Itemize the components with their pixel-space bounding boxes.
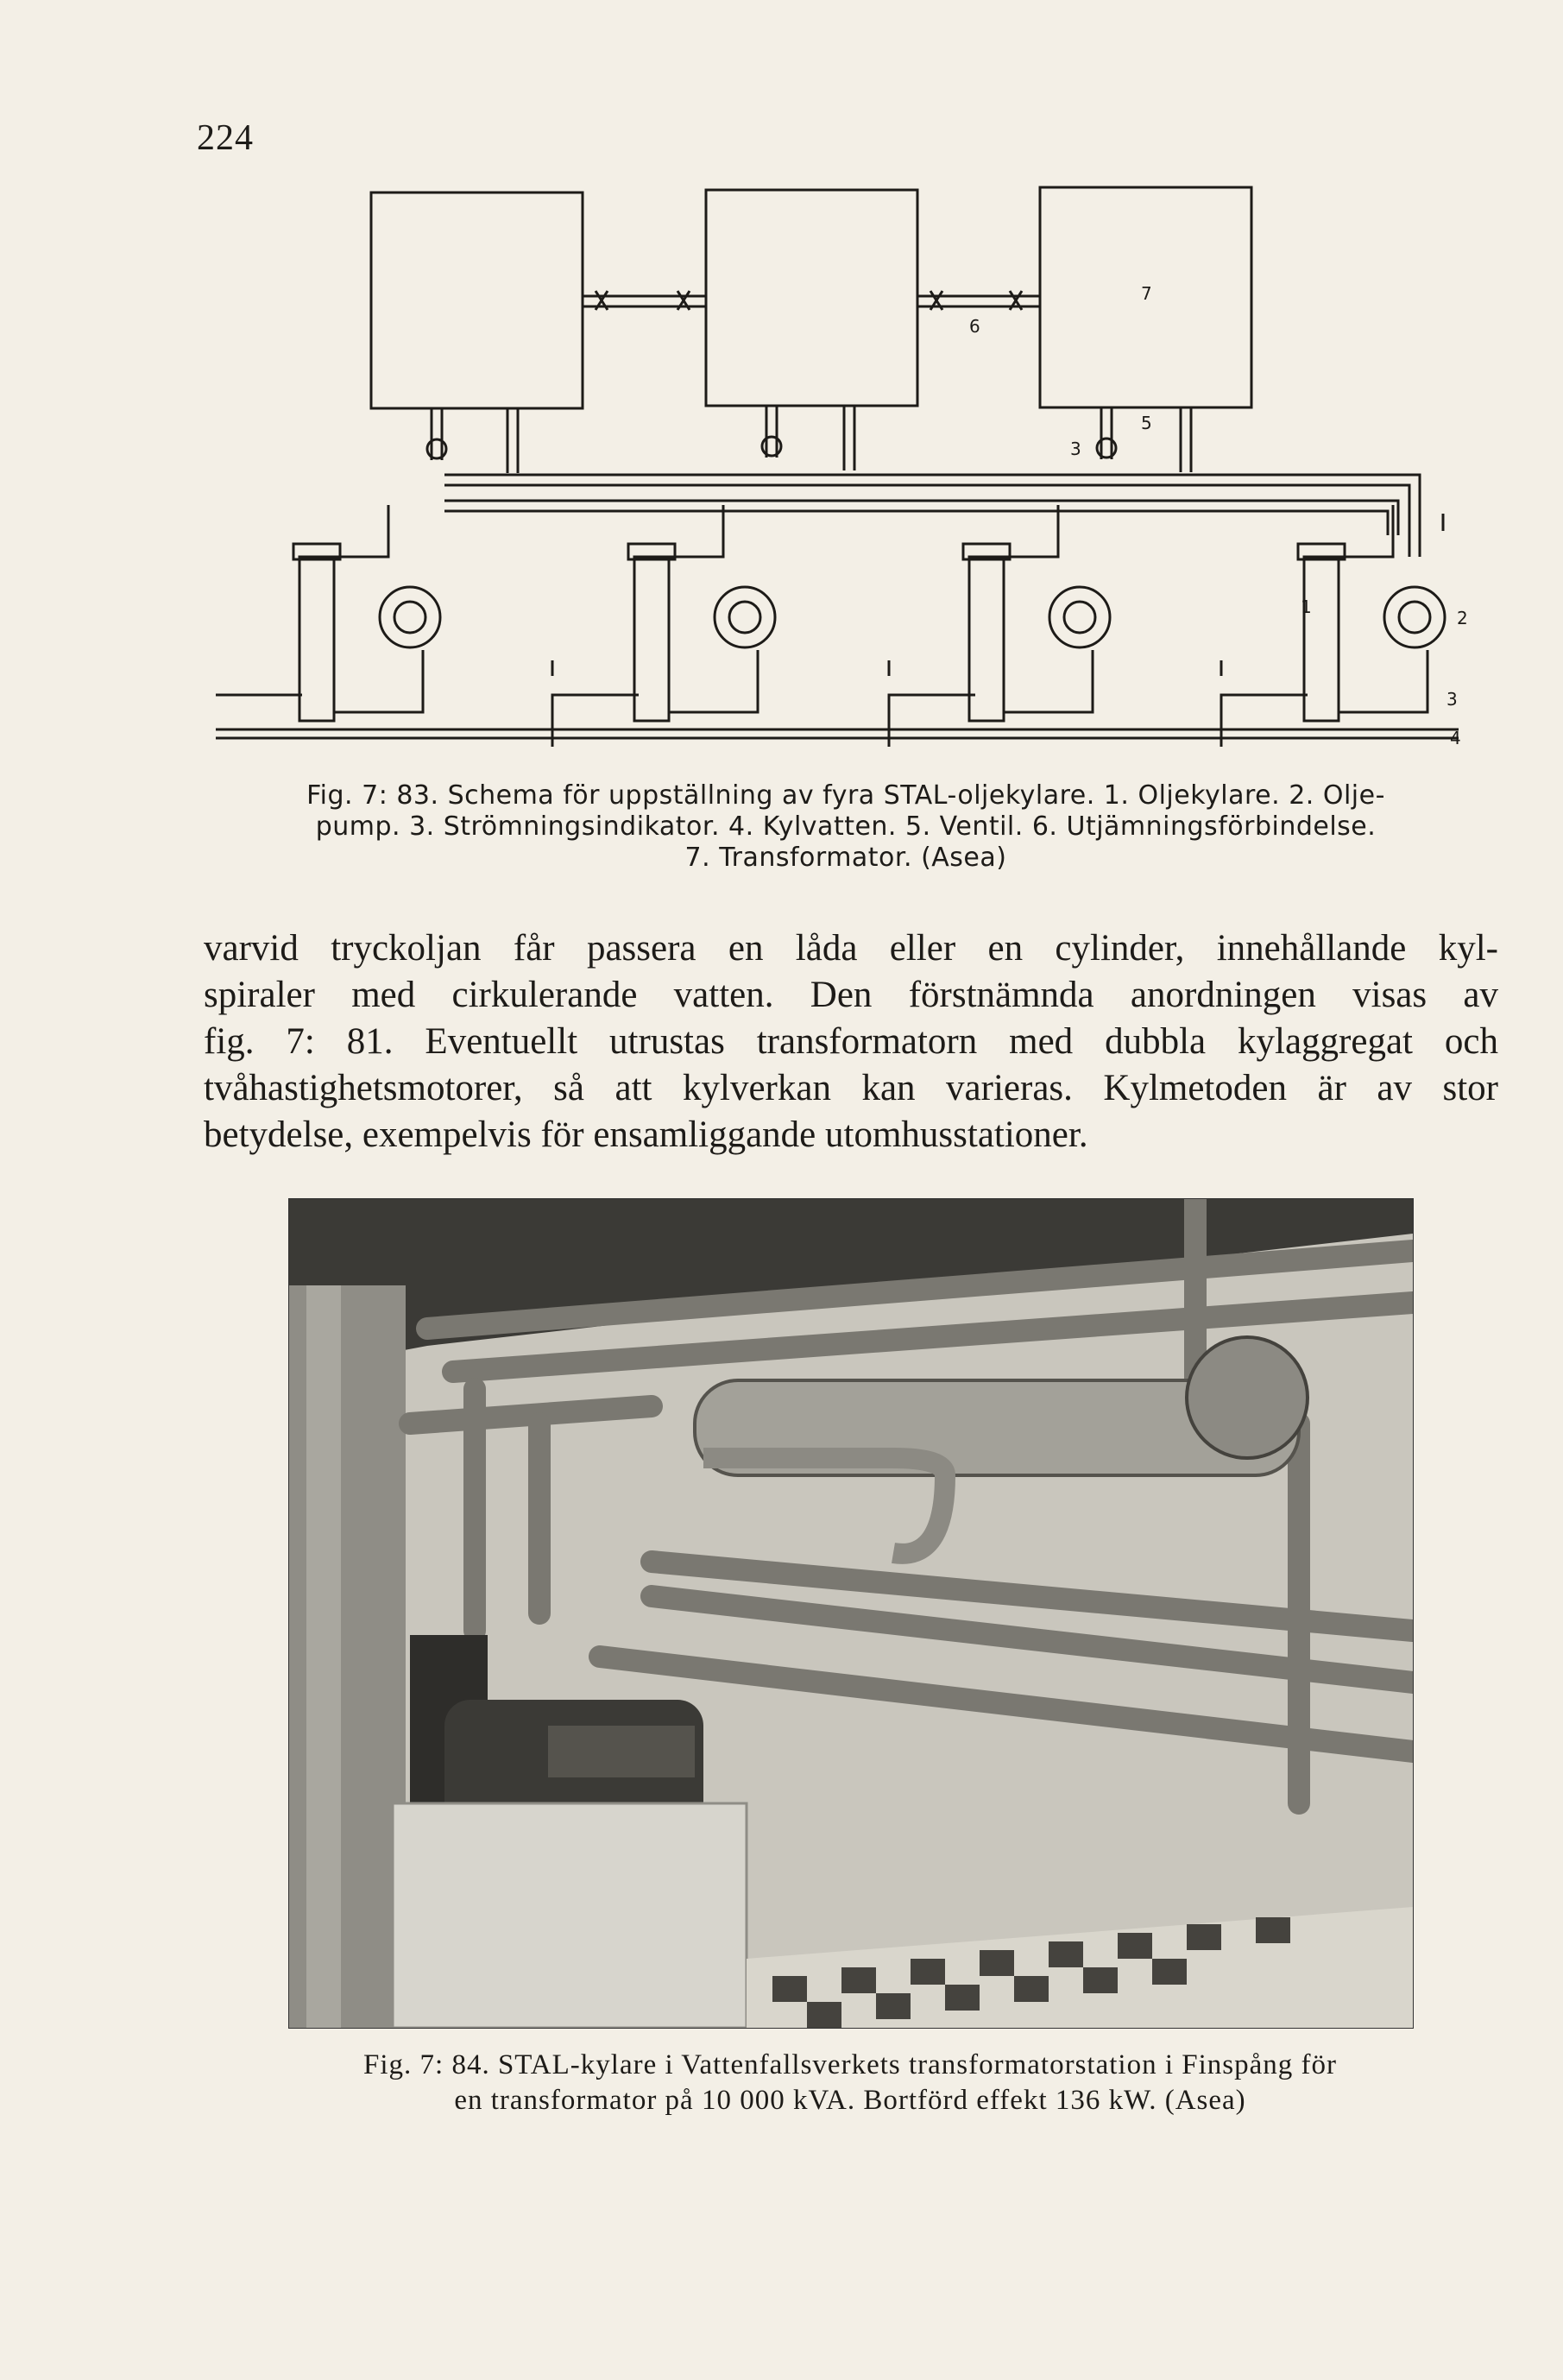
caption-line: Fig. 7: 84. STAL-kylare i Vattenfallsverkets transformatorstation i Finspång för	[363, 2049, 1337, 2080]
cooler-schematic-diagram	[216, 177, 1476, 751]
text-line: betydelse, exempelvis för ensamliggande utomhusstationer.	[204, 1114, 1088, 1155]
transformer-box	[706, 190, 917, 406]
cooler-unit	[293, 505, 440, 721]
figure-84-caption	[259, 2048, 1441, 2118]
transformer-box	[371, 193, 583, 408]
label-6: 6	[969, 316, 980, 337]
caption-line: pump. 3. Strömningsindikator. 4. Kylvatten. 5. Ventil. 6. Utjämningsförbindelse.	[315, 811, 1377, 842]
label-3-indicator: 3	[1070, 439, 1081, 459]
caption-line: 7. Transformator. (Asea)	[684, 843, 1007, 873]
cooler-installation-photo	[288, 1198, 1414, 2029]
cooler-unit	[1298, 505, 1445, 721]
text-line: fig. 7: 81. Eventuellt utrustas transformatorn med dubbla kylaggregat och	[204, 1021, 1498, 1062]
caption-line: Fig. 7: 83. Schema för uppställning av fyra STAL-oljekylare. 1. Oljekylare. 2. Olje-	[306, 780, 1385, 811]
text-line: varvid tryckoljan får passera en låda eller en cylinder, innehållande kyl-	[204, 928, 1498, 969]
body-paragraph	[204, 925, 1498, 1158]
cooler-unit	[628, 505, 775, 721]
cooler-unit	[963, 505, 1110, 721]
caption-line: en transformator på 10 000 kVA. Bortförd effekt 136 kW. (Asea)	[454, 2085, 1246, 2116]
equalization-pipe	[583, 291, 1040, 310]
label-5: 5	[1141, 413, 1152, 433]
text-line: spiraler med cirkulerande vatten. Den förstnämnda anordningen visas av	[204, 975, 1498, 1015]
label-1: 1	[1301, 597, 1312, 617]
label-4: 4	[1450, 728, 1461, 748]
label-2: 2	[1457, 608, 1468, 628]
page-number: 224	[197, 118, 254, 158]
label-7: 7	[1141, 283, 1152, 304]
figure-83-caption	[243, 780, 1448, 874]
text-line: tvåhastighetsmotorer, så att kylverkan kan varieras. Kylmetoden är av stor	[204, 1068, 1498, 1108]
label-3: 3	[1446, 689, 1458, 710]
main-header-pipes	[444, 475, 1420, 557]
